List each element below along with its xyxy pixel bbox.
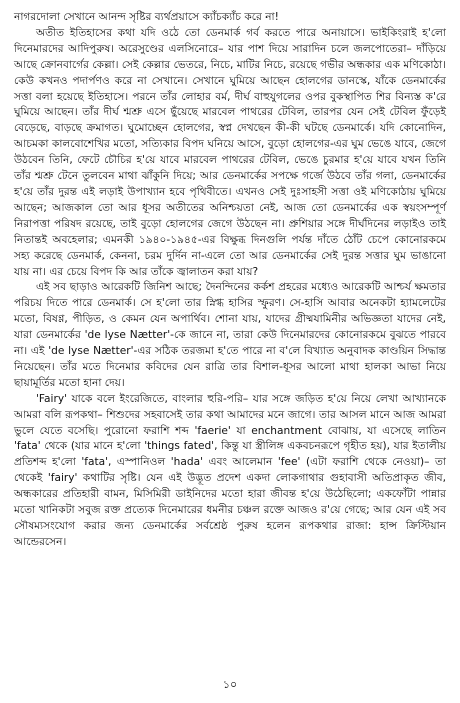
body-text [14, 10, 446, 551]
paragraph-smile: এই সব ছাড়াও আরেকটি জিনিশ আছে; দৈনন্দিনের কর্কশ প্রহরের মধ্যেও আরেকটি আশ্চর্য ক্ষমতার পরিচয় দিতে পারে ডেনমার্ক। সে হ'লো তার স্নিগ্ধ হাসির স্ফুরণ। সে-হাসি আবার অনেকটা হ্যামলেটের মতো, বিষণ্ণ, পীড়িত, ও কেমন যেন অপার্থিব। শোনা যায়, যাদের গ্রীষ্মযামিনীর অভিজ্ঞতা যাদের নেই, যারা ডেনমার্কের 'de lyse Nætter'-কে জানে না, তারা কেউ দিনেমারদের কোনোরকমে বুঝতে পারবে না। এই 'de lyse Nætter'-এর সঠিক তরজমা হ'তে পারে না ব'লে বিখ্যাত অনুবাদক কাণ্ডয়িন সিদ্ধান্ত নিয়েছেন। তাঁর মতে দিনেমার কবিদের যেন রাত্রি তার বিশাল-ধূসর আলো মাথা হালকা আভা নিয়ে ছায়ামূর্তির মতো হানা দেয়। [14, 281, 446, 389]
paragraph-history: অতীত ইতিহাসের কথা যদি ওঠে তো ডেনমার্ক গর্ব করতে পারে অনায়াসে। ভাইকিংরাই হ'লো দিনেমারদের আদিপুরুষ। অরেসুণ্ডের এলসিনোরে– যার পাশ দিয়ে সারাদিন চলে জলপোতেরা– দাঁড়িয়ে আছে ক্রোনবার্গের কেল্লা। সেই কেল্লার ভেতরে, নিচে, মাটির নিচে, রয়েছে গভীর অন্ধকার এক মণিকোঠা। কেউ কখনও পদার্পণও করে না সেখানে। সেখানে ঘুমিয়ে আছেন হোলগের ডানস্কে, যাঁকে ডেনমার্কের সত্তা বলা হয়েছে ইতিহাসে। পরনে তাঁর লোহার বর্ম, দীর্ঘ বাহুযুগলের ওপর বুকস্থাপিত শির বিন্যস্ত ক'রে ঘুমিয়ে আছেন। তাঁর দীর্ঘ শ্মশ্রু এসে ছুঁয়েছে মারবেল পাথরের টেবিল, তারপর যেন সেই টেবিল ফুঁড়েই বেড়েছে, বাড়ছে ক্রমাগত। ঘুমোচ্ছেন হোলগের, স্বপ্ন দেখছেন কী-কী ঘটছে ডেনমার্কে। যদি কোনোদিন, আচমকা কালবোশেখির মতো, সত্যিকার বিপদ ঘনিয়ে আসে, বুড়ো হোলগের-এর ঘুম ভেঙে যাবে, জেগে উঠবেন তিনি, ফেটে চৌচির হ'য়ে যাবে মারবেল পাথরের টেবিল, ভেঙে চুরমার হ'য়ে যাবে যখন তিনি তাঁর শ্মশ্রু টেনে তুলবেন মাথা ঝাঁকুনি দিয়ে; আর ডেনমার্কের সপক্ষে গর্জে উঠবে তাঁর গলা, ডেনমার্কের হ'য়ে তাঁর দুরন্ত এই লড়াই উপাখ্যান হবে পৃথিবীতে। এখনও সেই দুঃসাহসী সত্তা ওই মণিকোঠায় ঘুমিয়ে আছেন; আজকাল তো আর ধূসর অতীতের অনিশ্চয়তা নেই, আজ তো ডেনমার্কের এক স্বয়ংসম্পূর্ণ নিরাপত্তা পরিষদ রয়েছে, তাই বুড়ো হোলগের জেগে উঠছেন না। প্রুশিয়ার সঙ্গে দীর্ঘদিনের লড়াইও তাই নিতান্তই অবহেলার; এমনকী ১৯৪০-১৯৪৫-এর বিক্ষুব্ধ দিনগুলি পর্যন্ত দাঁতে ঠোঁট চেপে কোনোরকমে সহ্য করেছে ডেনমার্ক, কেননা, চরম দুর্দিন না-এলে তো আর ডেনমার্কের সেই দুরন্ত সত্তার ঘুম ভাঙানো যায় না। এর চেয়ে বিপদ কি আর তাঁকে জ্বালাতন করা যায়? [14, 26, 446, 278]
paragraph-continued: নাগরদোলা সেখানে আনন্দ সৃষ্টির ব্যর্থপ্রয়াসে ক্যাঁচক্যাঁচ করে না! [14, 11, 279, 23]
page-number: ১০ [222, 678, 238, 691]
paragraph-fairy: 'Fairy' যাকে বলে ইংরেজিতে, বাংলার হুরি-পরি– যার সঙ্গে জড়িত হ'য়ে নিয়ে লেখা আখ্যানকে আমরা বলি রূপকথা– শিশুদের সহবাসেই তার কথা আমাদের মনে জাগে। তার আসল মানে আজ আমরা ভুলে যেতে বসেছি। পুরোনো ফরাশি শব্দ 'faerie' যা enchantment বোঝায়, যা এসেছে লাতিন 'fata' থেকে (যার মানে হ'লো 'things fated', কিন্তু যা স্ত্রীলিঙ্গ একবচনরূপে গৃহীত হয়), যার ইতালীয় প্রতিশব্দ হ'লো 'fata', এস্পানিওল 'hada' এবং আলেমান 'fee' (এটা ফরাশি থেকে নেওয়া)– তা থেকেই 'fairy' কথাটির সৃষ্টি। যেন এই উদ্ভূত প্রদেশ একদা লোকগাথার গুহাবাসী অতিপ্রাকৃত জীব, অন্ধকারের প্রতিহারী বামন, মিসিমিরী ডাইনিদের মতো হারা জীবন্ত হ'য়ে উঠেছিলো; একফোঁটা পান্নার মতো খানিকটা সবুজ রক্ত প্রত্যেক দিনেমারের ধমনীর চঞ্চল রক্তে আজও র'য়ে গেছে; আর যেন এই সব সৌষম্যসংযোগ করার জন্য ডেনমার্কের সর্বশ্রেষ্ঠ পুরুষ হলেন রূপকথার রাজা: হান্স ক্রিস্টিয়ান আন্ডেরসেন। [14, 392, 446, 548]
